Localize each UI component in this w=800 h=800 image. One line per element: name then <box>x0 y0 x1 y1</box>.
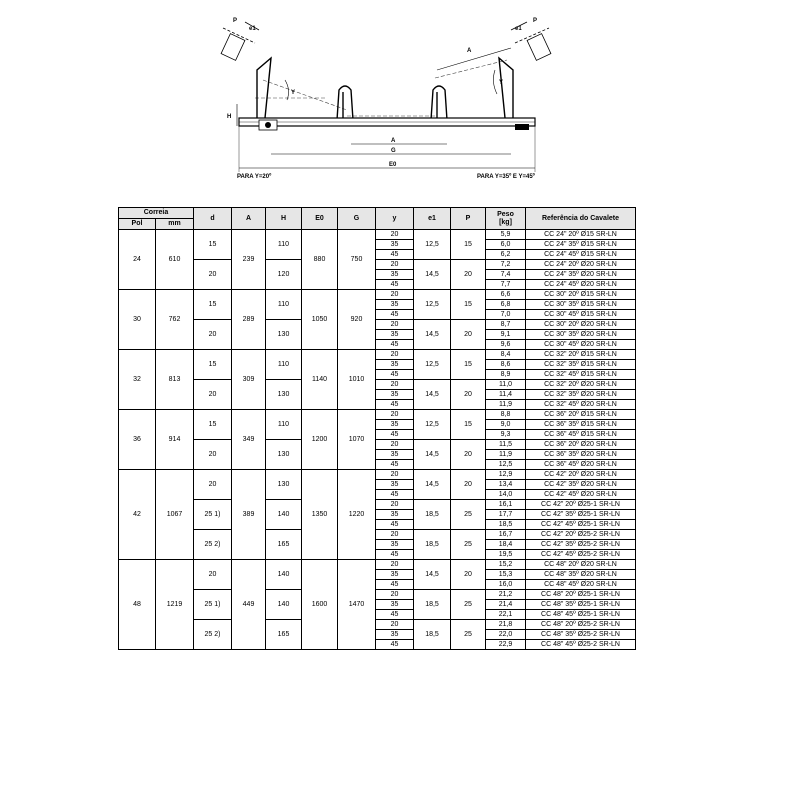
cell-h: 130 <box>266 320 302 350</box>
left-angle-arc <box>285 80 289 100</box>
cell-y: 45 <box>376 280 414 290</box>
cell-e1: 14,5 <box>414 470 451 500</box>
cell-pol: 24 <box>119 230 156 290</box>
header-peso: Peso [kg] <box>486 208 526 230</box>
cell-peso: 18,4 <box>486 540 526 550</box>
cell-peso: 9,1 <box>486 330 526 340</box>
left-angle-label: Y <box>291 90 296 96</box>
cell-y: 45 <box>376 490 414 500</box>
cell-referencia: CC 36" 35º Ø20 SR-LN <box>526 450 636 460</box>
cell-y: 20 <box>376 530 414 540</box>
cell-pol: 30 <box>119 290 156 350</box>
table-row <box>119 500 636 510</box>
cell-referencia: CC 24" 20º Ø15 SR-LN <box>526 230 636 240</box>
cell-referencia: CC 36" 45º Ø20 SR-LN <box>526 460 636 470</box>
cell-referencia: CC 42" 35º Ø20 SR-LN <box>526 480 636 490</box>
cell-y: 20 <box>376 470 414 480</box>
table-row <box>119 560 636 570</box>
header-d: d <box>194 208 232 230</box>
cell-peso: 7,4 <box>486 270 526 280</box>
cell-peso: 15,3 <box>486 570 526 580</box>
cell-p: 20 <box>451 320 486 350</box>
cell-peso: 16,1 <box>486 500 526 510</box>
table-row <box>119 380 636 390</box>
cell-p: 20 <box>451 470 486 500</box>
cell-e0: 880 <box>302 230 338 290</box>
cell-mm: 762 <box>156 290 194 350</box>
left-e1-label: e1 <box>249 26 256 32</box>
cell-e1: 18,5 <box>414 500 451 530</box>
cell-e1: 18,5 <box>414 620 451 650</box>
cell-peso: 8,7 <box>486 320 526 330</box>
cell-referencia: CC 32" 35º Ø20 SR-LN <box>526 390 636 400</box>
cell-p: 15 <box>451 290 486 320</box>
cell-pol: 42 <box>119 470 156 560</box>
cell-y: 20 <box>376 410 414 420</box>
cell-y: 45 <box>376 460 414 470</box>
cell-e1: 12,5 <box>414 230 451 260</box>
cell-peso: 6,8 <box>486 300 526 310</box>
cell-peso: 7,7 <box>486 280 526 290</box>
header-p: P <box>451 208 486 230</box>
cell-d: 15 <box>194 350 232 380</box>
cell-pol: 48 <box>119 560 156 650</box>
cell-referencia: CC 32" 20º Ø20 SR-LN <box>526 380 636 390</box>
cell-y: 20 <box>376 260 414 270</box>
cell-y: 35 <box>376 630 414 640</box>
cell-peso: 11,5 <box>486 440 526 450</box>
cell-y: 35 <box>376 510 414 520</box>
cell-h: 110 <box>266 230 302 260</box>
cell-y: 35 <box>376 450 414 460</box>
left-mounting-bolt <box>259 120 277 130</box>
cell-p: 20 <box>451 560 486 590</box>
cell-referencia: CC 42" 45º Ø25-1 SR-LN <box>526 520 636 530</box>
cell-e0: 1200 <box>302 410 338 470</box>
cell-referencia: CC 36" 20º Ø15 SR-LN <box>526 410 636 420</box>
cell-referencia: CC 30" 45º Ø15 SR-LN <box>526 310 636 320</box>
cell-a: 289 <box>232 290 266 350</box>
cell-y: 35 <box>376 420 414 430</box>
cell-d: 25 2) <box>194 530 232 560</box>
cell-peso: 12,5 <box>486 460 526 470</box>
table-body <box>119 230 636 650</box>
cell-peso: 6,6 <box>486 290 526 300</box>
cell-referencia: CC 30" 45º Ø20 SR-LN <box>526 340 636 350</box>
cell-referencia: CC 48" 45º Ø25-1 SR-LN <box>526 610 636 620</box>
cell-peso: 12,9 <box>486 470 526 480</box>
cell-a: 389 <box>232 470 266 560</box>
cell-peso: 8,8 <box>486 410 526 420</box>
right-angle-arc <box>493 70 497 94</box>
cell-mm: 813 <box>156 350 194 410</box>
dim-a-bottom-label: A <box>391 138 396 144</box>
cell-y: 35 <box>376 300 414 310</box>
cell-peso: 19,5 <box>486 550 526 560</box>
cell-h: 130 <box>266 380 302 410</box>
cell-y: 35 <box>376 270 414 280</box>
cell-p: 25 <box>451 620 486 650</box>
cell-y: 35 <box>376 360 414 370</box>
cell-mm: 1219 <box>156 560 194 650</box>
cell-d: 20 <box>194 320 232 350</box>
idler-frame-drawing <box>215 8 555 183</box>
cell-d: 20 <box>194 260 232 290</box>
cell-referencia: CC 24" 20º Ø20 SR-LN <box>526 260 636 270</box>
cell-h: 120 <box>266 260 302 290</box>
cell-referencia: CC 30" 35º Ø20 SR-LN <box>526 330 636 340</box>
cell-p: 25 <box>451 500 486 530</box>
cell-referencia: CC 42" 20º Ø20 SR-LN <box>526 470 636 480</box>
cell-referencia: CC 36" 20º Ø20 SR-LN <box>526 440 636 450</box>
cell-peso: 15,2 <box>486 560 526 570</box>
dim-a-label: A <box>467 48 472 54</box>
cell-y: 45 <box>376 610 414 620</box>
header-h: H <box>266 208 302 230</box>
cell-d: 15 <box>194 290 232 320</box>
right-p-label: P <box>533 18 538 24</box>
header-e0: E0 <box>302 208 338 230</box>
table-row <box>119 470 636 480</box>
cell-peso: 16,0 <box>486 580 526 590</box>
left-angle-note: PARA Y=20º <box>237 174 272 180</box>
cell-h: 130 <box>266 440 302 470</box>
cell-peso: 11,9 <box>486 450 526 460</box>
cell-e1: 14,5 <box>414 560 451 590</box>
cell-e1: 14,5 <box>414 260 451 290</box>
cell-referencia: CC 48" 20º Ø20 SR-LN <box>526 560 636 570</box>
cell-h: 130 <box>266 470 302 500</box>
right-angle-note: PARA Y=35º E Y=45º <box>477 174 535 180</box>
cell-peso: 18,5 <box>486 520 526 530</box>
cell-peso: 7,2 <box>486 260 526 270</box>
cell-y: 20 <box>376 230 414 240</box>
cell-y: 35 <box>376 600 414 610</box>
cell-y: 45 <box>376 520 414 530</box>
header-pol: Pol <box>119 219 156 230</box>
cell-peso: 22,9 <box>486 640 526 650</box>
table-row <box>119 590 636 600</box>
cell-e1: 18,5 <box>414 590 451 620</box>
right-mounting-block <box>515 124 529 130</box>
cell-a: 349 <box>232 410 266 470</box>
table-row <box>119 260 636 270</box>
cell-referencia: CC 32" 20º Ø15 SR-LN <box>526 350 636 360</box>
cell-peso: 17,7 <box>486 510 526 520</box>
cell-mm: 1067 <box>156 470 194 560</box>
cell-y: 45 <box>376 310 414 320</box>
cell-e1: 18,5 <box>414 530 451 560</box>
cell-p: 15 <box>451 230 486 260</box>
cell-peso: 22,1 <box>486 610 526 620</box>
cell-g: 1070 <box>338 410 376 470</box>
cell-p: 25 <box>451 590 486 620</box>
cell-peso: 21,8 <box>486 620 526 630</box>
cell-referencia: CC 32" 45º Ø20 SR-LN <box>526 400 636 410</box>
cell-peso: 11,9 <box>486 400 526 410</box>
cell-referencia: CC 42" 20º Ø25-2 SR-LN <box>526 530 636 540</box>
cell-y: 35 <box>376 390 414 400</box>
cell-y: 35 <box>376 330 414 340</box>
cell-peso: 6,2 <box>486 250 526 260</box>
cell-referencia: CC 48" 20º Ø25-1 SR-LN <box>526 590 636 600</box>
cell-referencia: CC 32" 35º Ø15 SR-LN <box>526 360 636 370</box>
cell-e0: 1350 <box>302 470 338 560</box>
cell-peso: 8,6 <box>486 360 526 370</box>
header-mm: mm <box>156 219 194 230</box>
left-p-label: P <box>233 18 238 24</box>
cell-p: 20 <box>451 440 486 470</box>
cell-d: 20 <box>194 470 232 500</box>
cell-peso: 7,0 <box>486 310 526 320</box>
cell-mm: 914 <box>156 410 194 470</box>
cell-p: 20 <box>451 380 486 410</box>
table-row <box>119 530 636 540</box>
cell-h: 140 <box>266 590 302 620</box>
cell-peso: 6,0 <box>486 240 526 250</box>
cell-peso: 8,9 <box>486 370 526 380</box>
cell-p: 15 <box>451 410 486 440</box>
cell-y: 35 <box>376 240 414 250</box>
cell-g: 1470 <box>338 560 376 650</box>
cell-peso: 21,4 <box>486 600 526 610</box>
cell-h: 165 <box>266 530 302 560</box>
cell-e0: 1140 <box>302 350 338 410</box>
cell-h: 165 <box>266 620 302 650</box>
dim-e0-label: E0 <box>389 162 397 168</box>
cell-e1: 12,5 <box>414 290 451 320</box>
cell-referencia: CC 42" 20º Ø25-1 SR-LN <box>526 500 636 510</box>
cell-d: 15 <box>194 410 232 440</box>
header-y: y <box>376 208 414 230</box>
cell-referencia: CC 42" 35º Ø25-1 SR-LN <box>526 510 636 520</box>
dim-g-label: G <box>391 148 396 154</box>
cell-referencia: CC 36" 35º Ø15 SR-LN <box>526 420 636 430</box>
cell-y: 35 <box>376 540 414 550</box>
cell-mm: 610 <box>156 230 194 290</box>
cell-peso: 9,0 <box>486 420 526 430</box>
cell-referencia: CC 24" 45º Ø20 SR-LN <box>526 280 636 290</box>
cell-g: 1220 <box>338 470 376 560</box>
cell-y: 45 <box>376 400 414 410</box>
cell-referencia: CC 48" 35º Ø20 SR-LN <box>526 570 636 580</box>
table-row <box>119 320 636 330</box>
cell-referencia: CC 42" 45º Ø25-2 SR-LN <box>526 550 636 560</box>
cell-y: 20 <box>376 380 414 390</box>
cell-y: 20 <box>376 290 414 300</box>
cell-g: 750 <box>338 230 376 290</box>
cell-h: 140 <box>266 560 302 590</box>
cell-y: 45 <box>376 550 414 560</box>
cell-h: 140 <box>266 500 302 530</box>
cell-referencia: CC 32" 45º Ø15 SR-LN <box>526 370 636 380</box>
cell-h: 110 <box>266 350 302 380</box>
cell-referencia: CC 24" 35º Ø15 SR-LN <box>526 240 636 250</box>
cell-h: 110 <box>266 290 302 320</box>
cell-peso: 16,7 <box>486 530 526 540</box>
cell-peso: 9,6 <box>486 340 526 350</box>
cell-d: 25 1) <box>194 590 232 620</box>
cell-e0: 1050 <box>302 290 338 350</box>
idler-specification-table <box>118 207 636 650</box>
cell-referencia: CC 48" 35º Ø25-1 SR-LN <box>526 600 636 610</box>
cell-peso: 21,2 <box>486 590 526 600</box>
cell-y: 20 <box>376 320 414 330</box>
cell-pol: 32 <box>119 350 156 410</box>
cell-peso: 11,0 <box>486 380 526 390</box>
cell-referencia: CC 48" 20º Ø25-2 SR-LN <box>526 620 636 630</box>
cell-y: 35 <box>376 480 414 490</box>
header-e1: e1 <box>414 208 451 230</box>
header-correia: Correia <box>119 208 194 219</box>
frame-structure <box>257 58 513 120</box>
cell-p: 25 <box>451 530 486 560</box>
cell-p: 15 <box>451 350 486 380</box>
cell-y: 45 <box>376 580 414 590</box>
table-row <box>119 410 636 420</box>
cell-pol: 36 <box>119 410 156 470</box>
cell-a: 239 <box>232 230 266 290</box>
cell-referencia: CC 30" 20º Ø20 SR-LN <box>526 320 636 330</box>
cell-referencia: CC 48" 45º Ø25-2 SR-LN <box>526 640 636 650</box>
header-a: A <box>232 208 266 230</box>
table-row <box>119 440 636 450</box>
cell-y: 45 <box>376 250 414 260</box>
right-e1-label: e1 <box>515 26 522 32</box>
cell-d: 20 <box>194 560 232 590</box>
cell-e1: 14,5 <box>414 380 451 410</box>
cell-y: 20 <box>376 590 414 600</box>
cell-referencia: CC 36" 45º Ø15 SR-LN <box>526 430 636 440</box>
cell-referencia: CC 30" 20º Ø15 SR-LN <box>526 290 636 300</box>
table-row <box>119 620 636 630</box>
right-angle-label: Y <box>499 80 504 86</box>
cell-peso: 5,9 <box>486 230 526 240</box>
cell-referencia: CC 42" 35º Ø25-2 SR-LN <box>526 540 636 550</box>
cell-e1: 14,5 <box>414 320 451 350</box>
cell-a: 449 <box>232 560 266 650</box>
header-g: G <box>338 208 376 230</box>
cell-referencia: CC 48" 45º Ø20 SR-LN <box>526 580 636 590</box>
cell-peso: 8,4 <box>486 350 526 360</box>
cell-a: 309 <box>232 350 266 410</box>
cell-y: 20 <box>376 440 414 450</box>
dim-h-label: H <box>227 114 232 120</box>
cell-y: 45 <box>376 340 414 350</box>
cell-e1: 12,5 <box>414 350 451 380</box>
roller-axis-lines <box>255 60 507 116</box>
cell-y: 20 <box>376 350 414 360</box>
cell-d: 25 2) <box>194 620 232 650</box>
cell-referencia: CC 42" 45º Ø20 SR-LN <box>526 490 636 500</box>
cell-e0: 1600 <box>302 560 338 650</box>
cell-e1: 12,5 <box>414 410 451 440</box>
cell-h: 110 <box>266 410 302 440</box>
cell-e1: 14,5 <box>414 440 451 470</box>
cell-y: 35 <box>376 570 414 580</box>
cell-y: 20 <box>376 560 414 570</box>
cell-referencia: CC 24" 45º Ø15 SR-LN <box>526 250 636 260</box>
cell-d: 20 <box>194 380 232 410</box>
cell-peso: 14,0 <box>486 490 526 500</box>
cell-y: 45 <box>376 370 414 380</box>
cell-referencia: CC 30" 35º Ø15 SR-LN <box>526 300 636 310</box>
cell-y: 20 <box>376 620 414 630</box>
cell-peso: 22,0 <box>486 630 526 640</box>
header-referencia: Referência do Cavalete <box>526 208 636 230</box>
cell-peso: 13,4 <box>486 480 526 490</box>
cell-y: 45 <box>376 430 414 440</box>
cell-d: 15 <box>194 230 232 260</box>
cell-p: 20 <box>451 260 486 290</box>
cell-referencia: CC 24" 35º Ø20 SR-LN <box>526 270 636 280</box>
cell-referencia: CC 48" 35º Ø25-2 SR-LN <box>526 630 636 640</box>
cell-d: 20 <box>194 440 232 470</box>
table-row <box>119 350 636 360</box>
cell-g: 1010 <box>338 350 376 410</box>
table-row <box>119 230 636 240</box>
cell-y: 20 <box>376 500 414 510</box>
cell-d: 25 1) <box>194 500 232 530</box>
table-row <box>119 290 636 300</box>
cell-peso: 11,4 <box>486 390 526 400</box>
cell-peso: 9,3 <box>486 430 526 440</box>
cell-y: 45 <box>376 640 414 650</box>
cell-g: 920 <box>338 290 376 350</box>
